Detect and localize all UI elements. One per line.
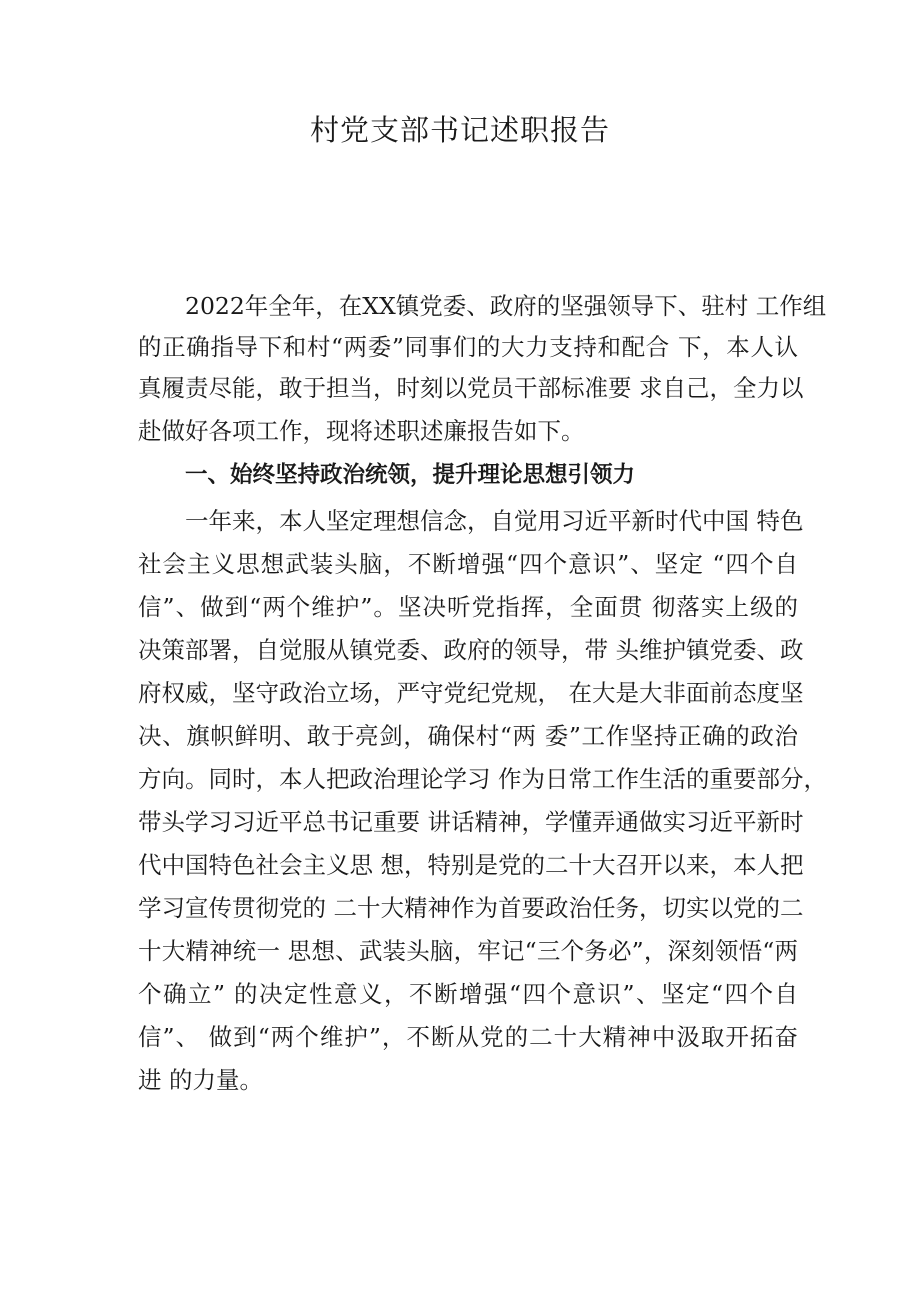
paragraph-2-line-11: 十大精神统一 思想、武装头脑，牢记“三个务必”，深刻领悟“两 bbox=[138, 937, 798, 965]
paragraph-2-line-2: 社会主义思想武装头脑，不断增强“四个意识”、坚定 “四个自 bbox=[138, 550, 798, 578]
paragraph-1-line-3: 真履责尽能，敢于担当，时刻以党员干部标准要 求自己，全力以 bbox=[138, 374, 804, 402]
paragraph-2-line-3: 信”、做到“两个维护”。坚决听党指挥，全面贯 彻落实上级的 bbox=[138, 593, 798, 621]
paragraph-2-line-14: 进 的力量。 bbox=[138, 1066, 263, 1094]
paragraph-2-line-6: 决、旗帜鲜明、敢于亮剑，确保村“两 委”工作坚持正确的政治 bbox=[138, 722, 798, 750]
paragraph-2-line-10: 学习宣传贯彻党的 二十大精神作为首要政治任务，切实以党的二 bbox=[138, 894, 804, 922]
paragraph-2-line-12: 个确立” 的决定性意义，不断增强“四个意识”、坚定“四个自 bbox=[138, 980, 798, 1008]
paragraph-2-line-13: 信”、 做到“两个维护”，不断从党的二十大精神中汲取开拓奋 bbox=[138, 1023, 798, 1051]
paragraph-1-line-2: 的正确指导下和村“两委”同事们的大力支持和配合 下，本人认 bbox=[138, 333, 798, 361]
paragraph-2-line-1: 一年来，本人坚定理想信念，自觉用习近平新时代中国 特色 bbox=[185, 507, 804, 535]
paragraph-2-line-7: 方向。同时，本人把政治理论学习 作为日常工作生活的重要部分， bbox=[138, 765, 827, 793]
section-heading-1: 一、始终坚持政治统领，提升理论思想引领力 bbox=[185, 462, 636, 488]
paragraph-2-line-5: 府权威，坚守政治立场，严守党纪党规， 在大是大非面前态度坚 bbox=[138, 679, 804, 707]
paragraph-2-line-9: 代中国特色社会主义思 想，特别是党的二十大召开以来，本人把 bbox=[138, 851, 804, 879]
paragraph-1-line-1: 2022年全年，在XX镇党委、政府的坚强领导下、驻村 工作组 bbox=[185, 292, 827, 320]
paragraph-2-line-4: 决策部署，自觉服从镇党委、政府的领导，带 头维护镇党委、政 bbox=[138, 636, 804, 664]
paragraph-2-line-8: 带头学习习近平总书记重要 讲话精神，学懂弄通做实习近平新时 bbox=[138, 808, 804, 836]
paragraph-1-line-4: 赴做好各项工作，现将述职述廉报告如下。 bbox=[138, 417, 585, 445]
document-title: 村党支部书记述职报告 bbox=[309, 113, 610, 147]
